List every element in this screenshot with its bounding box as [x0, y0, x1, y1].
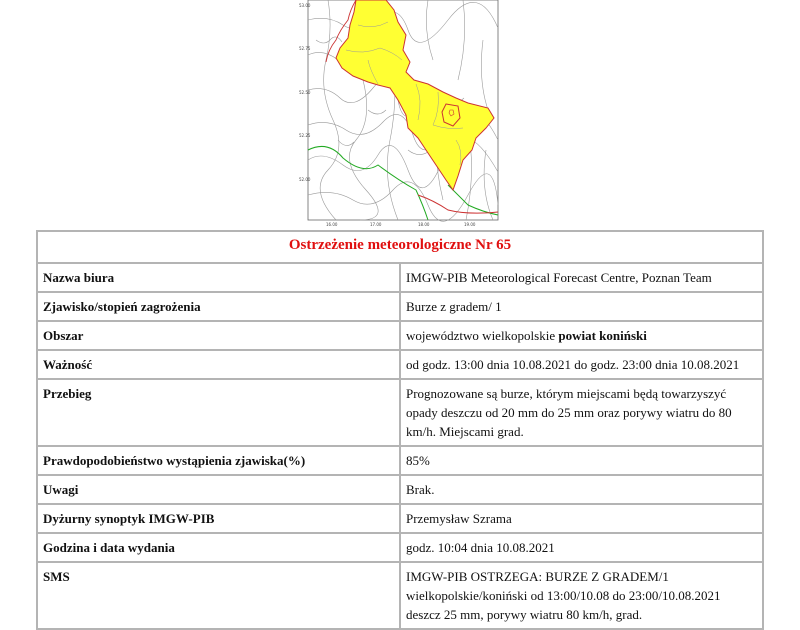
- warning-title: Ostrzeżenie meteorologiczne Nr 65: [37, 231, 763, 263]
- lon-tick: 19.00: [464, 222, 476, 227]
- area-voivodeship: województwo wielkopolskie: [406, 328, 559, 343]
- row-value-issued: godz. 10:04 dnia 10.08.2021: [400, 533, 763, 562]
- row-label-office: Nazwa biura: [37, 263, 400, 292]
- row-value-sms: IMGW-PIB OSTRZEGA: BURZE Z GRADEM/1 wielkopolskie/koniński od 13:00/10.08 do 23:00/10.08.2021 deszcz 25 mm, porywy wiatru 80 km/h, grad.: [400, 562, 763, 629]
- row-value-area: [400, 321, 763, 350]
- row-label-phenomenon: Zjawisko/stopień zagrożenia: [37, 292, 400, 321]
- lon-tick: 18.00: [418, 222, 430, 227]
- lat-tick: 52.25: [299, 133, 311, 138]
- lat-tick: 52.00: [299, 177, 311, 182]
- row-value-probability: 85%: [400, 446, 763, 475]
- area-district: powiat koniński: [558, 328, 647, 343]
- row-label-sms: SMS: [37, 562, 400, 629]
- table-row: [37, 562, 763, 629]
- table-row: [37, 321, 763, 350]
- lat-tick: 52.50: [299, 90, 311, 95]
- row-label-issued: Godzina i data wydania: [37, 533, 400, 562]
- row-value-phenomenon: Burze z gradem/ 1: [400, 292, 763, 321]
- table-row: [37, 475, 763, 504]
- table-row: [37, 379, 763, 446]
- lon-tick: 16.00: [326, 222, 338, 227]
- row-label-probability: Prawdopodobieństwo wystąpienia zjawiska(%): [37, 446, 400, 475]
- lon-tick: 17.00: [370, 222, 382, 227]
- row-label-remarks: Uwagi: [37, 475, 400, 504]
- row-label-course: Przebieg: [37, 379, 400, 446]
- lat-tick: 52.75: [299, 46, 311, 51]
- row-value-remarks: Brak.: [400, 475, 763, 504]
- table-row: [37, 533, 763, 562]
- table-row: [37, 350, 763, 379]
- row-value-forecaster: Przemysław Szrama: [400, 504, 763, 533]
- lat-tick: 53.00: [299, 3, 311, 8]
- table-row: [37, 263, 763, 292]
- row-value-validity: od godz. 13:00 dnia 10.08.2021 do godz. 23:00 dnia 10.08.2021: [400, 350, 763, 379]
- warning-table: [36, 230, 764, 630]
- row-label-area: Obszar: [37, 321, 400, 350]
- row-label-forecaster: Dyżurny synoptyk IMGW-PIB: [37, 504, 400, 533]
- table-row: [37, 446, 763, 475]
- row-value-course: Prognozowane są burze, którym miejscami będą towarzyszyć opady deszczu od 20 mm do 25 mm oraz porywy wiatru do 80 km/h. Miejscami grad.: [400, 379, 763, 446]
- map-svg: [298, 0, 502, 227]
- warning-map: [298, 0, 502, 227]
- row-value-office: IMGW-PIB Meteorological Forecast Centre, Poznan Team: [400, 263, 763, 292]
- row-label-validity: Ważność: [37, 350, 400, 379]
- title-row: [37, 231, 763, 263]
- table-row: [37, 292, 763, 321]
- table-row: [37, 504, 763, 533]
